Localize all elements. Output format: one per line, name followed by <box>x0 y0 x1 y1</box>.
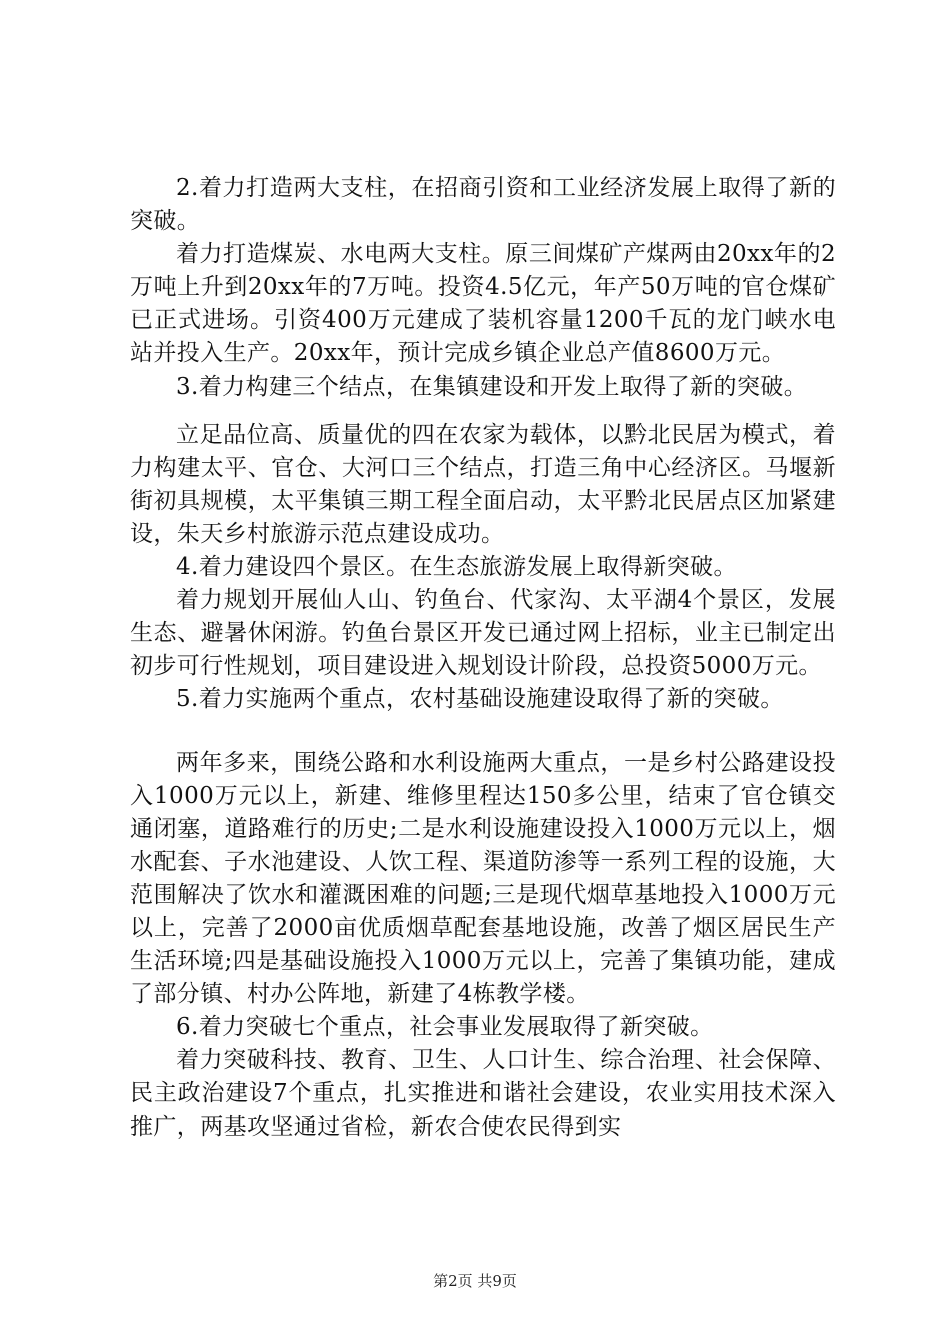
heading-item-3: 3.着力构建三个结点，在集镇建设和开发上取得了新的突破。 <box>176 373 808 400</box>
document-body <box>130 172 836 1144</box>
body-paragraph: 着力规划开展仙人山、钓鱼台、代家沟、太平湖4个景区，发展生态、避暑休闲游。钓鱼台景区开发已通过网上招标，业主已制定出初步可行性规划，项目建设进入规划设计阶段，总投资5000万元。 <box>130 587 836 680</box>
body-paragraph: 立足品位高、质量优的四在农家为载体，以黔北民居为模式，着力构建太平、官仓、大河口三个结点，打造三角中心经济区。马堰新街初具规模，太平集镇三期工程全面启动，太平黔北民居点区加紧建设，朱天乡村旅游示范点建设成功。 <box>130 421 836 547</box>
page-number-footer: 第2页 共9页 <box>433 1272 517 1290</box>
heading-item-6: 6.着力突破七个重点，社会事业发展取得了新突破。 <box>176 1014 714 1041</box>
heading-item-2: 2.着力打造两大支柱，在招商引资和工业经济发展上取得了新的突破。 <box>130 175 836 235</box>
body-paragraph: 两年多来，围绕公路和水利设施两大重点，一是乡村公路建设投入1000万元以上，新建、维修里程达150多公里，结束了官仓镇交通闭塞，道路难行的历史;二是水利设施建设投入1000万元以上，烟水配套、子水池建设、人饮工程、渠道防渗等一系列工程的设施，大范围解决了饮水和灌溉困难的问题;三是现代烟草基地投入1000万元以上，完善了2000亩优质烟草配套基地设施，改善了烟区居民生产生活环境;四是基础设施投入1000万元以上，完善了集镇功能，建成了部分镇、村办公阵地，新建了4栋教学楼。 <box>130 749 836 1008</box>
body-paragraph: 着力打造煤炭、水电两大支柱。原三间煤矿产煤两由20xx年的2万吨上升到20xx年的7万吨。投资4.5亿元，年产50万吨的官仓煤矿已正式进场。引资400万元建成了装机容量1200千瓦的龙门峡水电站并投入生产。20xx年，预计完成乡镇企业总产值8600万元。 <box>130 241 836 367</box>
heading-item-4: 4.着力建设四个景区。在生态旅游发展上取得新突破。 <box>176 554 737 581</box>
body-paragraph: 着力突破科技、教育、卫生、人口计生、综合治理、社会保障、民主政治建设7个重点，扎实推进和谐社会建设，农业实用技术深入推广，两基攻坚通过省检，新农合使农民得到实 <box>130 1047 836 1140</box>
heading-item-5: 5.着力实施两个重点，农村基础设施建设取得了新的突破。 <box>176 686 784 713</box>
